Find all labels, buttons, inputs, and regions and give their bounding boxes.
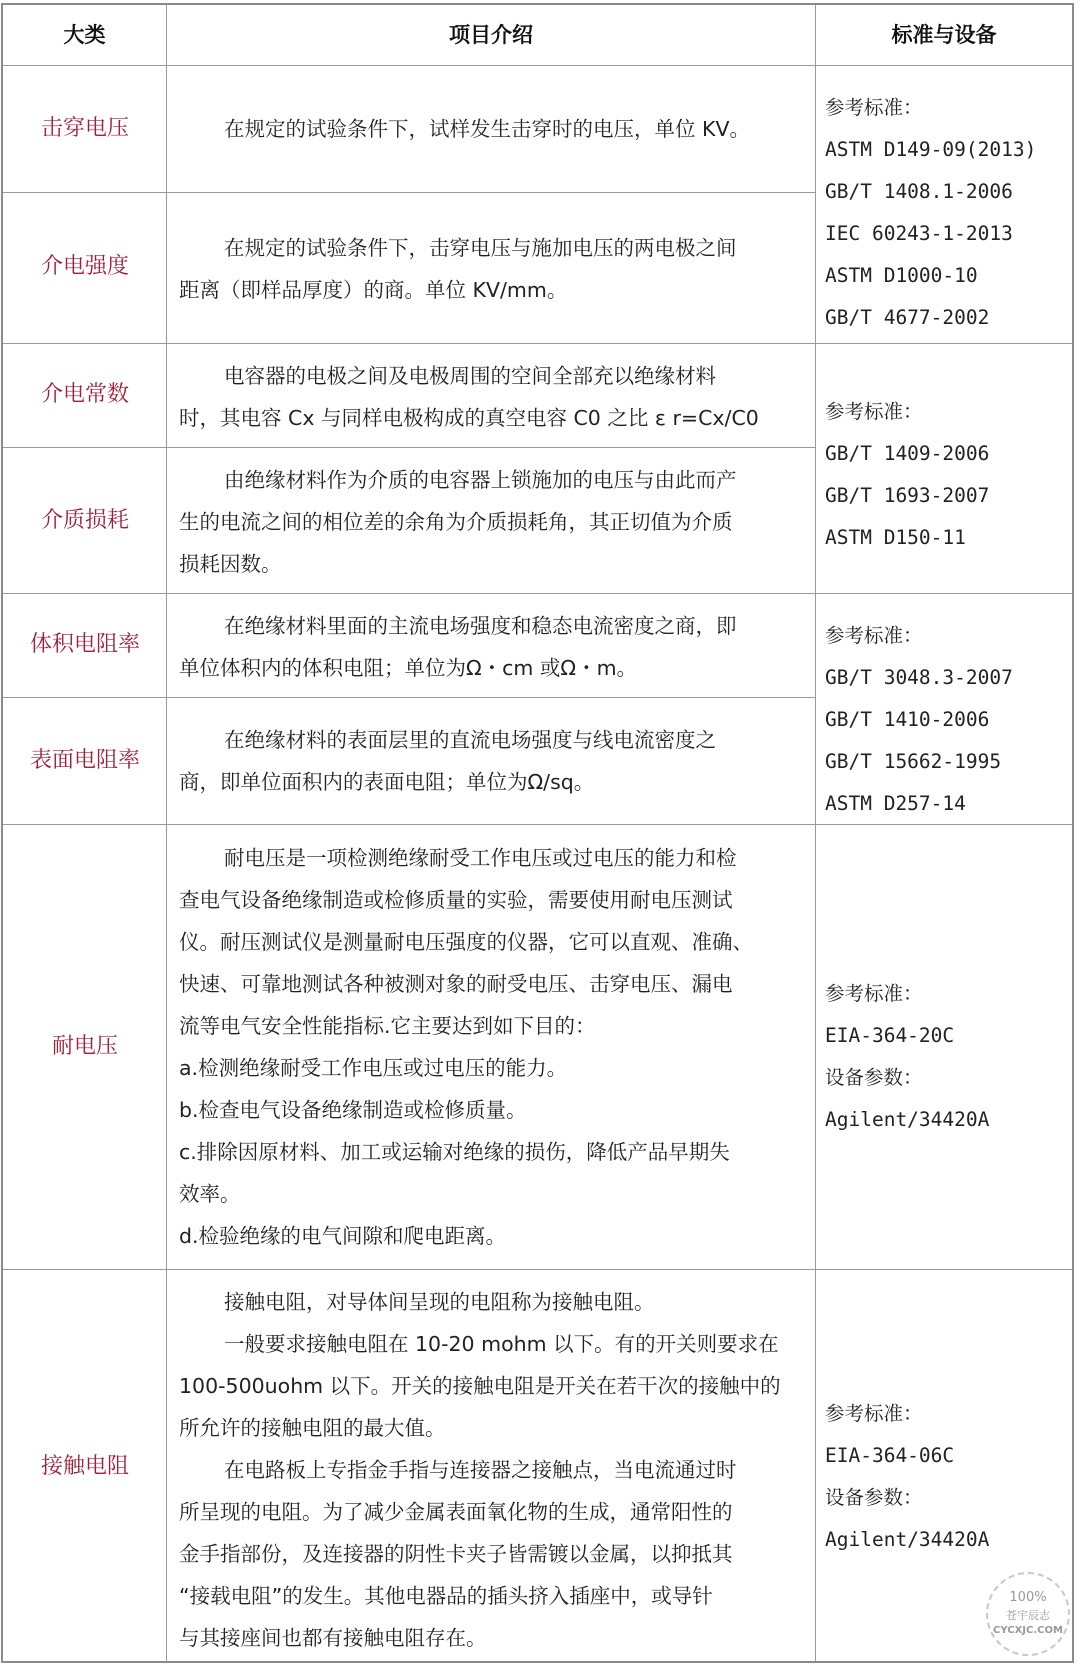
category-label: 介电常数: [40, 382, 129, 407]
description-cell: [179, 719, 799, 803]
standards-cell: [825, 391, 1070, 559]
description-line: 效率。: [179, 1182, 241, 1206]
standard-code: GB/T 1409-2006: [825, 442, 990, 465]
description-line: 在电路板上专指金手指与连接器之接触点，当电流通过时: [224, 1458, 737, 1482]
standard-code: GB/T 1410-2006: [825, 708, 990, 731]
standards-table: [1, 3, 1074, 1663]
standard-code: EIA-364-06C: [825, 1444, 955, 1467]
description-line: 所允许的接触电阻的最大值。: [179, 1416, 446, 1440]
equipment-heading: 设备参数：: [825, 1066, 923, 1089]
description-cell: [179, 108, 799, 150]
standards-cell: [825, 973, 1070, 1141]
row-divider-partial: [3, 192, 815, 193]
description-cell: [179, 459, 799, 585]
description-line: 商，即单位面积内的表面电阻；单位为Ω/sq。: [179, 770, 595, 794]
description-line: 与其接座间也都有接触电阻存在。: [179, 1626, 487, 1650]
watermark-percent: 100%: [1009, 1590, 1047, 1605]
header-category: 大类: [63, 23, 106, 47]
description-line: 流等电气安全性能指标.它主要达到如下目的：: [179, 1014, 596, 1038]
description-line: 仪。耐压测试仪是测量耐电压强度的仪器，它可以直观、准确、: [179, 930, 753, 954]
standard-code: ASTM D257-14: [825, 792, 966, 815]
description-line: 在规定的试验条件下，击穿电压与施加电压的两电极之间: [224, 236, 737, 260]
header-description: 项目介绍: [449, 23, 533, 47]
description-cell: [179, 837, 799, 1257]
description-line: 单位体积内的体积电阻；单位为Ω・cm 或Ω・m。: [179, 656, 638, 680]
standards-cell: [825, 87, 1070, 339]
row-divider: [3, 343, 1072, 344]
description-cell: [179, 1281, 799, 1659]
standard-heading: 参考标准：: [825, 96, 923, 119]
category-label: 介质损耗: [40, 508, 129, 533]
standard-code: EIA-364-20C: [825, 1024, 955, 1047]
standard-code: GB/T 4677-2002: [825, 306, 990, 329]
standard-code: GB/T 1408.1-2006: [825, 180, 1013, 203]
description-line: 生的电流之间的相位差的余角为介质损耗角，其正切值为介质: [179, 510, 733, 534]
category-label: 介电强度: [40, 254, 129, 279]
watermark-name: 苍宇辰志: [1006, 1609, 1050, 1622]
description-line: 损耗因数。: [179, 552, 282, 576]
category-label: 接触电阻: [40, 1454, 129, 1479]
description-line: “接载电阻”的发生。其他电器品的插头挤入插座中，或导针: [179, 1584, 713, 1608]
standard-code: GB/T 15662-1995: [825, 750, 1002, 773]
equipment-heading: 设备参数：: [825, 1486, 923, 1509]
description-line: 电容器的电极之间及电极周围的空间全部充以绝缘材料: [224, 364, 716, 388]
standard-code: ASTM D1000-10: [825, 264, 978, 287]
standard-code: ASTM D150-11: [825, 526, 966, 549]
description-line: c.排除因原材料、加工或运输对绝缘的损伤，降低产品早期失: [179, 1140, 730, 1164]
description-cell: [179, 605, 799, 689]
header-standards: 标准与设备: [891, 23, 997, 47]
description-line: 耐电压是一项检测绝缘耐受工作电压或过电压的能力和检: [224, 846, 737, 870]
category-label: 耐电压: [51, 1034, 118, 1059]
watermark-site: CYCXJC.COM: [993, 1625, 1063, 1636]
standards-cell: [825, 615, 1070, 825]
description-line: 接触电阻，对导体间呈现的电阻称为接触电阻。: [224, 1290, 655, 1314]
standard-code: IEC 60243-1-2013: [825, 222, 1013, 245]
description-line: 快速、可靠地测试各种被测对象的耐受电压、击穿电压、漏电: [179, 972, 733, 996]
description-cell: [179, 355, 799, 439]
row-divider: [3, 65, 1072, 66]
description-line: a.检测绝缘耐受工作电压或过电压的能力。: [179, 1056, 568, 1080]
category-label: 体积电阻率: [29, 632, 140, 657]
description-line: 在规定的试验条件下，试样发生击穿时的电压，单位 KV。: [224, 117, 750, 141]
description-line: 时，其电容 Cx 与同样电极构成的真空电容 C0 之比 ε r=Cx/C0: [179, 406, 759, 430]
standard-code: ASTM D149-09(2013): [825, 138, 1037, 161]
category-label: 表面电阻率: [29, 748, 140, 773]
standard-heading: 参考标准：: [825, 982, 923, 1005]
description-line: 一般要求接触电阻在 10-20 mohm 以下。有的开关则要求在: [224, 1332, 779, 1356]
standard-code: GB/T 3048.3-2007: [825, 666, 1013, 689]
description-line: 查电气设备绝缘制造或检修质量的实验，需要使用耐电压测试: [179, 888, 733, 912]
description-line: 由绝缘材料作为介质的电容器上锁施加的电压与由此而产: [224, 468, 737, 492]
equipment-model: Agilent/34420A: [825, 1528, 990, 1551]
row-divider-partial: [3, 697, 815, 698]
standard-heading: 参考标准：: [825, 624, 923, 647]
row-divider-partial: [3, 447, 815, 448]
description-line: d.检验绝缘的电气间隙和爬电距离。: [179, 1224, 507, 1248]
standard-code: GB/T 1693-2007: [825, 484, 990, 507]
standards-cell: [825, 1393, 1070, 1561]
column-divider-2: [815, 5, 816, 1661]
description-line: 在绝缘材料里面的主流电场强度和稳态电流密度之商，即: [224, 614, 737, 638]
watermark-stamp: [986, 1572, 1070, 1656]
description-line: 100-500uohm 以下。开关的接触电阻是开关在若干次的接触中的: [179, 1374, 781, 1398]
row-divider: [3, 593, 1072, 594]
standard-heading: 参考标准：: [825, 1402, 923, 1425]
description-cell: [179, 227, 799, 311]
standard-heading: 参考标准：: [825, 400, 923, 423]
description-line: 金手指部份，及连接器的阴性卡夹子皆需镀以金属，以抑抵其: [179, 1542, 733, 1566]
description-line: 在绝缘材料的表面层里的直流电场强度与线电流密度之: [224, 728, 716, 752]
description-line: 所呈现的电阻。为了减少金属表面氧化物的生成，通常阳性的: [179, 1500, 733, 1524]
description-line: 距离（即样品厚度）的商。单位 KV/mm。: [179, 278, 568, 302]
row-divider: [3, 1269, 1072, 1270]
description-line: b.检查电气设备绝缘制造或检修质量。: [179, 1098, 527, 1122]
equipment-model: Agilent/34420A: [825, 1108, 990, 1131]
category-label: 击穿电压: [40, 116, 129, 141]
